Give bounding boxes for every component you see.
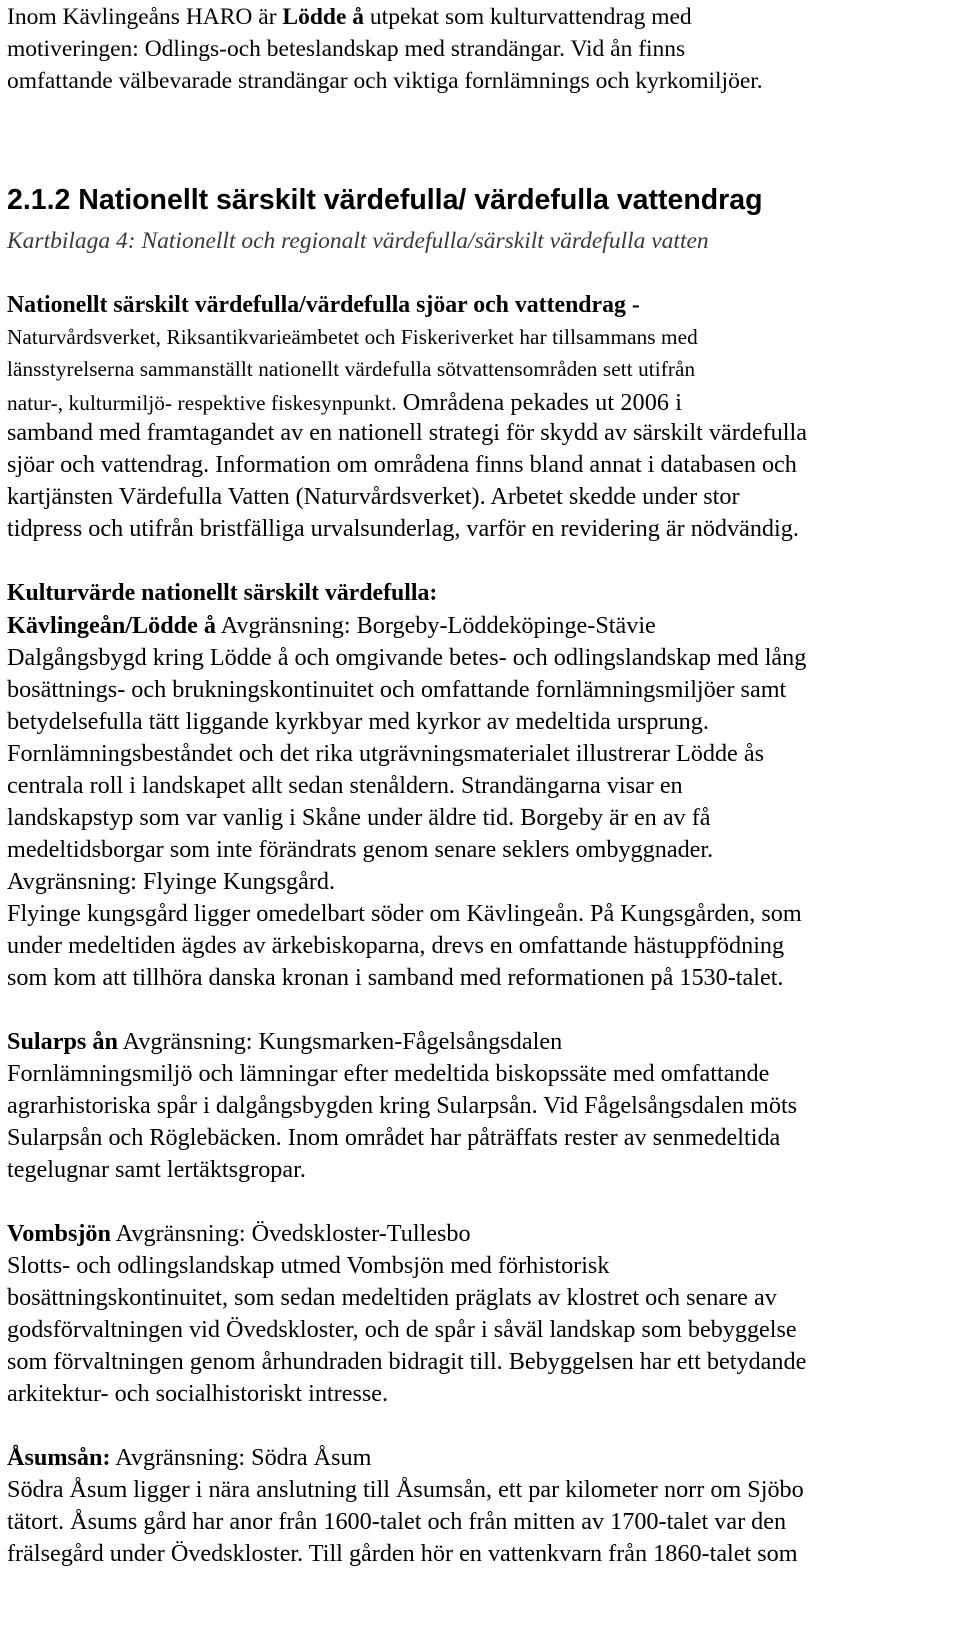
intro-text: utpekat som kulturvattendrag med: [364, 4, 692, 30]
intro-text: Inom Kävlingeåns HARO är: [7, 4, 283, 30]
national-line-7: tidpress och utifrån bristfälliga urvalsunderlag, varför en revidering är nödvändig.: [7, 515, 799, 542]
flyinge-delimitation: Avgränsning: Flyinge Kungsgård.: [7, 868, 336, 895]
intro-line-1: [7, 1, 692, 33]
asum-line: Södra Åsum ligger i nära anslutning till Åsumsån, ett par kilometer norr om Sjöbo: [7, 1476, 804, 1503]
national-text: Information om områdena finns bland annat i databasen och: [209, 451, 797, 478]
intro-bold-river: Lödde å: [282, 4, 365, 30]
vomb-line: godsförvaltningen vid Övedskloster, och de spår i såväl landskap som bebyggelse: [7, 1316, 797, 1343]
national-line-3: [7, 389, 682, 417]
vomb-line: arkitektur- och socialhistoriskt intresse.: [7, 1380, 389, 1407]
asum-name: Åsumsån:: [7, 1444, 111, 1471]
national-line-6: [7, 483, 740, 511]
intro-line-3: omfattande välbevarade strandängar och viktiga fornlämnings och kyrkomiljöer.: [7, 68, 763, 94]
sularp-line: Fornlämningsmiljö och lämningar efter medeltida biskopssäte med omfattande: [7, 1060, 770, 1087]
sularp-line: Sularpsån och Röglebäcken. Inom området har påträffats rester av senmedeltida: [7, 1124, 781, 1151]
kavlinge-delimitation: Avgränsning: Borgeby-Löddeköpinge-Stävie: [216, 612, 656, 639]
kavlinge-line: landskapstyp som var vanlig i Skåne under äldre tid. Borgeby är en av få: [7, 804, 711, 831]
asum-title: [7, 1444, 371, 1472]
national-text: sjöar och vattendrag.: [7, 451, 210, 478]
kavlinge-line: centrala roll i landskapet allt sedan stenåldern. Strandängarna visar en: [7, 772, 683, 799]
national-text: natur-, kulturmiljö- respektive fiskesynpunkt.: [7, 391, 397, 415]
national-line-2: länsstyrelserna sammanställt nationellt värdefulla sötvattensområden sett utifrån: [7, 357, 696, 381]
kavlinge-line: betydelsefulla tätt liggande kyrkbyar med kyrkor av medeltida ursprung.: [7, 708, 709, 735]
asum-delimitation: Avgränsning: Södra Åsum: [110, 1444, 372, 1471]
vomb-line: Slotts- och odlingslandskap utmed Vombsjön med förhistorisk: [7, 1252, 610, 1279]
kavlinge-line: bosättnings- och brukningskontinuitet och omfattande fornlämningsmiljöer samt: [7, 676, 787, 703]
section-heading: 2.1.2 Nationellt särskilt värdefulla/ värdefulla vattendrag: [7, 184, 763, 216]
flyinge-line: som kom att tillhöra danska kronan i samband med reformationen på 1530-talet.: [7, 964, 784, 991]
sularp-delimitation: Avgränsning: Kungsmarken-Fågelsångsdalen: [117, 1028, 563, 1055]
sularp-line: tegelugnar samt lertäktsgropar.: [7, 1156, 306, 1183]
intro-line-2: motiveringen: Odlings-och beteslandskap med strandängar. Vid ån finns: [7, 36, 686, 62]
kavlinge-title: [7, 612, 656, 640]
asum-line: tätort. Åsums gård har anor från 1600-talet och från mitten av 1700-talet var den: [7, 1508, 787, 1535]
national-line-5: [7, 451, 797, 479]
kavlinge-name: Kävlingeån/Lödde å: [7, 612, 216, 639]
sularp-line: agrarhistoriska spår i dalgångsbygden kring Sularpsån. Vid Fågelsångsdalen möts: [7, 1092, 798, 1119]
asum-line: frälsegård under Övedskloster. Till gården hör en vattenkvarn från 1860-talet som: [7, 1540, 798, 1567]
national-heading: Nationellt särskilt värdefulla/värdefulla sjöar och vattendrag -: [7, 292, 640, 318]
national-text: kartjänsten Värdefulla Vatten (Naturvårdsverket).: [7, 483, 486, 510]
map-caption: Kartbilaga 4: Nationellt och regionalt värdefulla/särskilt värdefulla vatten: [7, 228, 709, 254]
national-text: Områdena pekades ut 2006 i: [396, 389, 683, 416]
national-text: Arbetet skedde under stor: [485, 483, 740, 510]
vomb-line: som förvaltningen genom århundraden bidragit till. Bebyggelsen har ett betydande: [7, 1348, 807, 1375]
vomb-line: bosättningskontinuitet, som sedan medeltiden präglats av klostret och senare av: [7, 1284, 777, 1311]
national-line-1: Naturvårdsverket, Riksantikvarieämbetet och Fiskeriverket har tillsammans med: [7, 325, 698, 349]
sularp-name: Sularps ån: [7, 1028, 118, 1055]
vomb-name: Vombsjön: [7, 1220, 111, 1247]
flyinge-line: under medeltiden ägdes av ärkebiskoparna, drevs en omfattande hästuppfödning: [7, 932, 785, 959]
kavlinge-line: Dalgångsbygd kring Lödde å och omgivande betes- och odlingslandskap med lång: [7, 644, 807, 671]
kultur-heading: Kulturvärde nationellt särskilt värdefulla:: [7, 580, 438, 606]
vomb-delimitation: Avgränsning: Övedskloster-Tullesbo: [110, 1220, 471, 1247]
sularp-title: [7, 1028, 562, 1056]
kavlinge-line: medeltidsborgar som inte förändrats genom senare seklers ombyggnader.: [7, 836, 714, 863]
national-line-4: samband med framtagandet av en nationell strategi för skydd av särskilt värdefulla: [7, 419, 807, 446]
vomb-title: [7, 1220, 471, 1248]
flyinge-line: Flyinge kungsgård ligger omedelbart söder om Kävlingeån. På Kungsgården, som: [7, 900, 802, 927]
kavlinge-line: Fornlämningsbeståndet och det rika utgrävningsmaterialet illustrerar Lödde ås: [7, 740, 764, 767]
